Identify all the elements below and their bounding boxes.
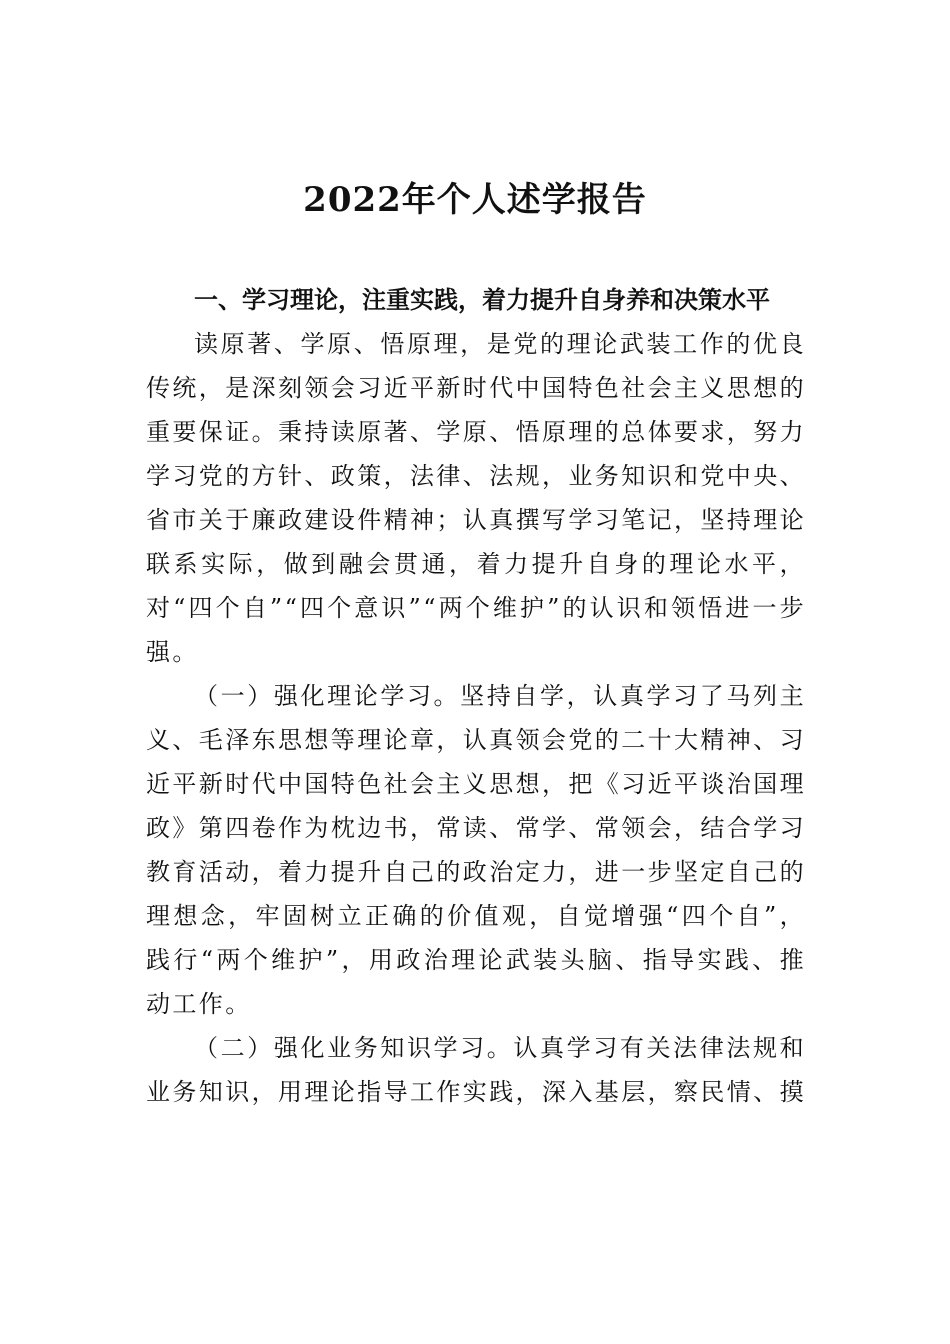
paragraph-theory-study: （一）强化理论学习。坚持自学，认真学习了马列主义、毛泽东思想等理论章，认真领会党的二十大精神、习近平新时代中国特色社会主义思想，把《习近平谈治国理政》第四卷作为枕边书，常读、常学、常领会，结合学习教育活动，着力提升自己的政治定力，进一步坚定自己的理想念，牢固树立正确的价值观，自觉增强“四个自”，践行“两个维护”，用政治理论武装头脑、指导实践、推动工作。 xyxy=(146,682,806,1018)
section-heading: 一、学习理论，注重实践，着力提升自身养和决策水平 xyxy=(194,286,770,314)
document-title: 2022年个人述学报告 xyxy=(303,180,647,220)
paragraph-business-study: （二）强化业务知识学习。认真学习有关法律法规和业务知识，用理论指导工作实践，深入基层，察民情、摸 xyxy=(146,1034,806,1106)
document-body xyxy=(146,278,806,1114)
paragraph-intro: 读原著、学原、悟原理，是党的理论武装工作的优良传统，是深刻领会习近平新时代中国特色社会主义思想的重要保证。秉持读原著、学原、悟原理的总体要求，努力学习党的方针、政策，法律、法规，业务知识和党中央、省市关于廉政建设件精神；认真撰写学习笔记，坚持理论联系实际，做到融会贯通，着力提升自身的理论水平，对“四个自”“四个意识”“两个维护”的认识和领悟进一步强。 xyxy=(146,330,806,666)
